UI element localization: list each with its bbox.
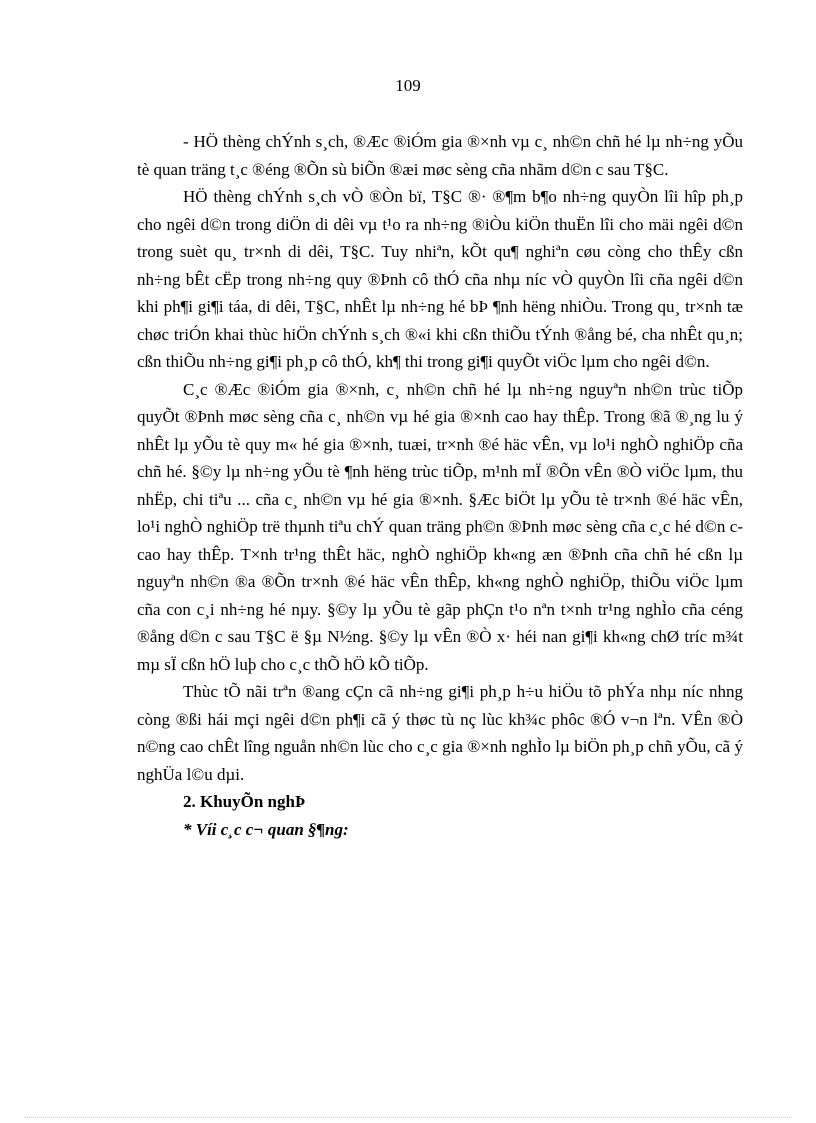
- paragraph-household-characteristics: C¸c ®Æc ®iÓm gia ®×nh, c¸ nh©n chñ hé lµ nh÷ng nguyªn nh©n trùc tiÕp quyÕt ®Þnh møc sèng cña c¸ nh©n vµ hé gia ®×nh cao hay thÊp. Trong ®ã ®¸ng lu ý nhÊt lµ yÕu tè quy m« hé gia ®×nh, tuæi, tr×nh ®é häc vÊn, vµ lo¹i nghÒ nghiÖp cña chñ hé. §©y lµ nh÷ng yÕu tè ¶nh hëng trùc tiÕp, m¹nh mÏ ®Õn vÊn ®Ò viÖc lµm, thu nhËp, chi tiªu ... cña c¸ nh©n vµ hé gia ®×nh. §Æc biÖt lµ yÕu tè tr×nh ®é häc vÊn, lo¹i nghÒ nghiÖp trë thµnh tiªu chÝ quan träng ph©n ®Þnh møc sèng cña c¸c hé d©n c cao hay thÊp. T×nh tr¹ng thÊt häc, nghÒ nghiÖp kh«ng æn ®Þnh cña chñ hé cßn lµ nguyªn nh©n ®a ®Õn tr×nh ®é häc vÊn thÊp, kh«ng nghÒ nghiÖp, thiÕu viÖc lµm cña con c¸i nh÷ng hé nµy. §©y lµ yÕu tè gãp phÇn t¹o nªn t×nh tr¹ng nghÌo cña céng ®ång d©n c sau T§C ë §µ N½ng. §©y lµ vÊn ®Ò x· héi nan gi¶i kh«ng chØ tríc m¾t mµ sÏ cßn hÖ luþ cho c¸c thÕ hÖ kÕ tiÕp.: [137, 379, 743, 674]
- paragraph-policy: HÖ thèng chÝnh s¸ch vÒ ®Òn bï, T§C ®· ®¶m b¶o nh÷ng quyÒn lîi hîp ph¸p cho ngêi d©n trong diÖn di dêi vµ t¹o ra nh÷ng ®iÒu kiÖn thuËn lîi cho mäi ngêi d©n trong suèt qu¸ tr×nh di dêi, T§C. Tuy nhiªn, kÕt qu¶ nghiªn cøu còng cho thÊy cßn nh÷ng bÊt cËp trong nh÷ng quy ®Þnh cô thÓ cña nhµ níc vÒ quyÒn lîi cña ngêi d©n khi ph¶i gi¶i táa, di dêi, T§C, nhÊt lµ nh÷ng hé bÞ ¶nh hëng nhiÒu. Trong qu¸ tr×nh tæ chøc triÓn khai thùc hiÖn chÝnh s¸ch ®«i khi cßn thiÕu tÝnh ®ång bé, cha nhÊt qu¸n; cßn thiÕu nh÷ng gi¶i ph¸p cô thÓ, kh¶ thi trong gi¶i quyÕt viÖc lµm cho ngêi d©n.: [137, 187, 743, 371]
- paragraph-intro: - HÖ thèng chÝnh s¸ch, ®Æc ®iÓm gia ®×nh vµ c¸ nh©n chñ hé lµ nh÷ng yÕu tè quan träng t¸c ®éng ®Õn sù biÕn ®æi møc sèng cña nhãm d©n c sau T§C.: [137, 132, 743, 179]
- section-subheading: * Víi c¸c c¬ quan §¶ng:: [183, 819, 349, 839]
- document-body: [137, 128, 743, 843]
- page-bottom-divider: [24, 1117, 792, 1118]
- section-heading: 2. KhuyÕn nghÞ: [183, 792, 306, 811]
- paragraph-solutions: Thùc tÕ nãi trªn ®ang cÇn cã nh÷ng gi¶i ph¸p h÷u hiÖu tõ phÝa nhµ níc nhng còng ®ßi hái mçi ngêi d©n ph¶i cã ý thøc tù nç lùc kh¾c phôc ®Ó v¬n lªn. VÊn ®Ò n©ng cao chÊt lîng nguån nh©n lùc cho c¸c gia ®×nh nghÌo lµ biÖn ph¸p chñ yÕu, cã ý nghÜa l©u dµi.: [137, 682, 743, 784]
- page-number: 109: [395, 76, 421, 95]
